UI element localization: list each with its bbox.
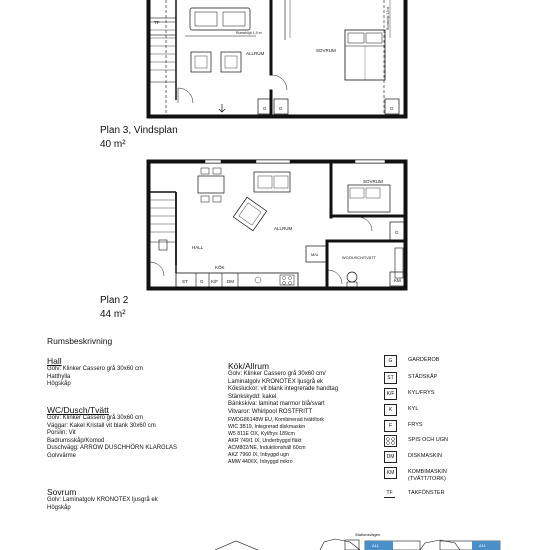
- legend-code: G: [384, 355, 397, 367]
- site-unit-label: A11: [372, 543, 379, 548]
- kok-section: [228, 361, 378, 466]
- legend-item: [384, 388, 494, 400]
- plan2-g2-mark: G: [395, 230, 399, 235]
- wc-section: [47, 405, 227, 461]
- plan2-wc-label: WC/DUSCH/TVÄTT: [342, 256, 376, 260]
- plan2-kok-label: KÖK: [215, 265, 225, 270]
- legend-item: [384, 355, 494, 367]
- legend-label: SPIS OCH UGN: [408, 437, 449, 443]
- plan2-hall-label: HALL: [192, 245, 204, 250]
- legend-code: DM: [384, 451, 397, 463]
- kok-line: FWDG86148W EU, Kombinerad tvätt/tork: [228, 416, 325, 423]
- legend-code: ST: [384, 372, 397, 384]
- rumsbeskrivning-section: [47, 336, 112, 346]
- legend-item: [384, 467, 494, 483]
- kok-heading: Kök/Allrum: [228, 361, 270, 371]
- site-unit-label: A11: [479, 543, 486, 548]
- kok-line: ACM802/NE, Induktionshäll 60cm: [228, 444, 306, 451]
- wc-line: Porslin: Vit: [47, 430, 76, 437]
- legend-code: TF: [384, 488, 395, 498]
- plan3-sovrum-label: SOVRUM: [316, 48, 336, 53]
- legend-label: STÄDSKÅP: [408, 374, 438, 380]
- legend-label: GARDEROB: [408, 357, 440, 363]
- stove-icon: [384, 435, 397, 447]
- legend-label: KOMBIMASKIN (TVÄTT/TORK): [408, 469, 447, 482]
- plan2-g-mark: G: [200, 279, 204, 284]
- wc-line: Golvvärme: [47, 452, 77, 459]
- kok-line: WIC 3B19, Integrerad diskmaskin: [228, 423, 306, 430]
- plan2-area: 44 m²: [100, 309, 126, 320]
- sovrum-heading: Sovrum: [47, 487, 77, 497]
- plan3-g-mark-1: G: [263, 106, 267, 111]
- legend-item: [384, 451, 494, 463]
- legend-item: [384, 372, 494, 384]
- legend-code: F: [384, 420, 397, 432]
- legend-label: TAKFÖNSTER: [408, 490, 445, 496]
- wc-line: Väggar: Kakel Kristall vit blank 30x60 cm: [47, 422, 156, 429]
- plan3-floorplan: [0, 0, 550, 125]
- wc-heading: WC/Dusch/Tvätt: [47, 405, 109, 415]
- plan2-allrum-label: ALLRUM: [274, 226, 293, 231]
- legend-label: FRYS: [408, 422, 423, 428]
- plan3-ceiling-note-2: Rumshöjd 1,9 m: [386, 6, 390, 30]
- plan2-kf-mark: K/F: [211, 279, 219, 284]
- hall-section: [47, 356, 217, 389]
- legend-item: [384, 488, 494, 500]
- site-street-label: Stationsvägen: [355, 532, 381, 537]
- plan2-sovrum-label: SOVRUM: [363, 179, 383, 184]
- legend-label: KYL/FRYS: [408, 390, 435, 396]
- kok-line: W5 811E OX, Kyl/frys 189cm: [228, 430, 295, 437]
- plan2-km-mark: KM: [394, 278, 401, 283]
- kok-line: Vitvaror: Whirlpool ROSTFRITT: [228, 408, 313, 415]
- hall-line: Hatthylla: [47, 373, 71, 380]
- legend-label: DISKMASKIN: [408, 453, 442, 459]
- wc-line: Golv: Klinker Cassero grå 30x60 cm: [47, 415, 144, 421]
- plan3-ceiling-note-1: Rumshöjd 1,9 m: [236, 31, 262, 35]
- plan3-area: 40 m²: [100, 139, 126, 150]
- sovrum-section: [47, 487, 217, 512]
- legend-code: K: [384, 404, 397, 416]
- kok-line: Golv: Klinker Cassero grå 30x60 cm/: [228, 371, 326, 377]
- kok-line: Köksluckor: vit blank integrerade handtag: [228, 386, 339, 393]
- kok-line: AMW 440/IX, Inbyggd mikro: [228, 459, 293, 466]
- plan3-allrum-label: ALLRUM: [246, 51, 265, 56]
- wc-line: Badrumsskåp/Komod: [47, 437, 105, 444]
- plan2-title: Plan 2: [100, 295, 129, 306]
- kok-line: Laminatgolv KRONOTEX ljusgrå ek: [228, 378, 324, 385]
- legend-label: KYL: [408, 406, 419, 412]
- plan3-g-mark-2: G: [279, 106, 283, 111]
- wc-line: Duschvägg: ARROW DUSCHHÖRN KLARGLAS: [47, 445, 178, 452]
- legend-code: KM: [384, 467, 397, 479]
- hall-line: Högskåp: [47, 381, 71, 388]
- plan2-floorplan: [0, 155, 550, 295]
- legend-item: [384, 435, 494, 447]
- plan2-st-mark: ST: [182, 279, 188, 284]
- plan3-g-mark-3: G: [390, 106, 394, 111]
- sovrum-line: Golv: Laminatgolv KRONOTEX ljusgrå ek: [47, 497, 158, 503]
- sovrum-line: Högskåp: [47, 504, 71, 511]
- plan2-mu-label: M/U: [311, 252, 319, 257]
- legend-item: [384, 420, 494, 432]
- hall-heading: Hall: [47, 356, 62, 366]
- kok-line: Stänkskydd: kakel: [228, 393, 277, 400]
- kok-line: AKZ 7960 IX, Inbyggd ugn: [228, 452, 289, 459]
- hall-line: Golv: Klinker Cassero grå 30x60 cm: [47, 366, 144, 372]
- kok-line: Bänkskiva: laminat marmor blå/svart: [228, 401, 325, 408]
- legend-item: [384, 404, 494, 416]
- plan2-dm-mark: DM: [227, 279, 234, 284]
- kok-line: AKR 749/1 IX, Underbyggd fläkt: [228, 437, 302, 444]
- plan3-tf-mark: TF: [154, 20, 160, 25]
- site-plan: [0, 530, 550, 550]
- rumsbeskrivning-title: Rumsbeskrivning: [47, 336, 113, 346]
- legend-code: K/F: [384, 388, 397, 400]
- plan3-title: Plan 3, Vindsplan: [100, 125, 178, 136]
